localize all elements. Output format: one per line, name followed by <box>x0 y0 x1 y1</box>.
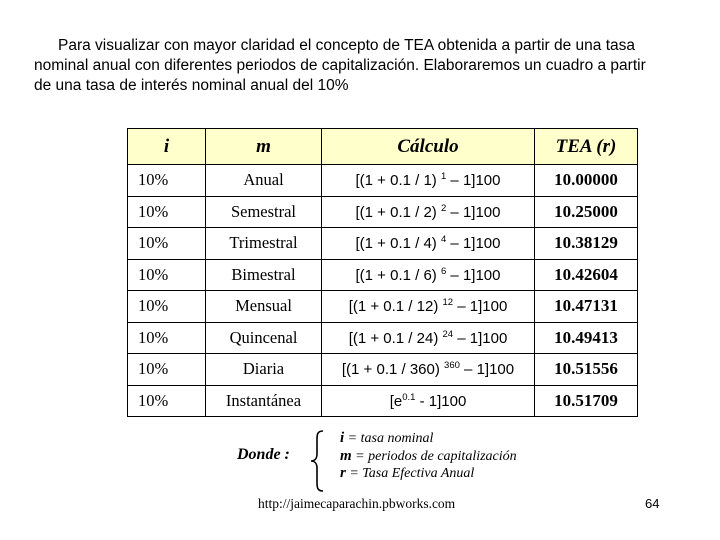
header-i: i <box>128 129 206 165</box>
legend <box>340 430 517 483</box>
cell-calculo: [(1 + 0.1 / 1) $^1$ – 1]100 <box>322 165 535 197</box>
cell-m: Bimestral <box>206 259 322 291</box>
cell-tea: 10.38129 <box>535 228 638 260</box>
cell-m: Semestral <box>206 196 322 228</box>
cell-i: 10% <box>128 291 206 323</box>
cell-tea: 10.42604 <box>535 259 638 291</box>
cell-i: 10% <box>128 259 206 291</box>
cell-m: Instantánea <box>206 385 322 417</box>
legend-item-r: r = Tasa Efectiva Anual <box>340 465 475 481</box>
cell-i: 10% <box>128 322 206 354</box>
cell-calculo: [(1 + 0.1 / 12) $^{12}$ – 1]100 <box>322 291 535 323</box>
table-row <box>128 291 638 323</box>
page-number: 64 <box>645 496 660 511</box>
table-row <box>128 228 638 260</box>
cell-calculo: [(1 + 0.1 / 360) $^{360}$ – 1]100 <box>322 354 535 386</box>
header-m: m <box>206 129 322 165</box>
cell-i: 10% <box>128 354 206 386</box>
table-row <box>128 322 638 354</box>
cell-calculo: $[e^{0.1} - 1]100$ <box>322 385 535 417</box>
cell-i: 10% <box>128 165 206 197</box>
table-row <box>128 385 638 417</box>
cell-m: Diaria <box>206 354 322 386</box>
cell-calculo: [(1 + 0.1 / 2) $^2$ – 1]100 <box>322 196 535 228</box>
cell-tea: 10.47131 <box>535 291 638 323</box>
header-calculo: Cálculo <box>322 129 535 165</box>
cell-m: Mensual <box>206 291 322 323</box>
header-tea: TEA (r) <box>535 129 638 165</box>
intro-line: Para visualizar con mayor claridad el concepto de TEA obtenida a partir de una tasa <box>58 37 635 54</box>
cell-tea: 10.00000 <box>535 165 638 197</box>
table-row <box>128 354 638 386</box>
cell-calculo: [(1 + 0.1 / 24) $^{24}$ – 1]100 <box>322 322 535 354</box>
intro-line: de una tasa de interés nominal anual del 10% <box>34 77 349 94</box>
cell-calculo: [(1 + 0.1 / 4) $^4$ – 1]100 <box>322 228 535 260</box>
table-header-row <box>128 129 638 165</box>
cell-m: Anual <box>206 165 322 197</box>
cell-i: 10% <box>128 228 206 260</box>
cell-i: 10% <box>128 196 206 228</box>
curly-brace-icon <box>308 428 330 494</box>
donde-label: Donde : <box>237 446 290 463</box>
footer-url[interactable]: http://jaimecaparachin.pbworks.com <box>258 496 456 511</box>
legend-item-m: m = periodos de capitalización <box>340 447 517 464</box>
table-row <box>128 196 638 228</box>
intro-line: nominal anual con diferentes periodos de capitalización. Elaboraremos un cuadro a partir <box>34 57 646 74</box>
cell-m: Trimestral <box>206 228 322 260</box>
cell-i: 10% <box>128 385 206 417</box>
cell-tea: 10.25000 <box>535 196 638 228</box>
table-row <box>128 259 638 291</box>
cell-tea: 10.51709 <box>535 385 638 417</box>
cell-m: Quincenal <box>206 322 322 354</box>
cell-tea: 10.51556 <box>535 354 638 386</box>
cell-calculo: [(1 + 0.1 / 6) $^6$ – 1]100 <box>322 259 535 291</box>
table-row <box>128 165 638 197</box>
legend-item-i: i = tasa nominal <box>340 430 434 446</box>
cell-tea: 10.49413 <box>535 322 638 354</box>
tea-table <box>127 128 638 417</box>
intro-paragraph <box>34 36 684 96</box>
